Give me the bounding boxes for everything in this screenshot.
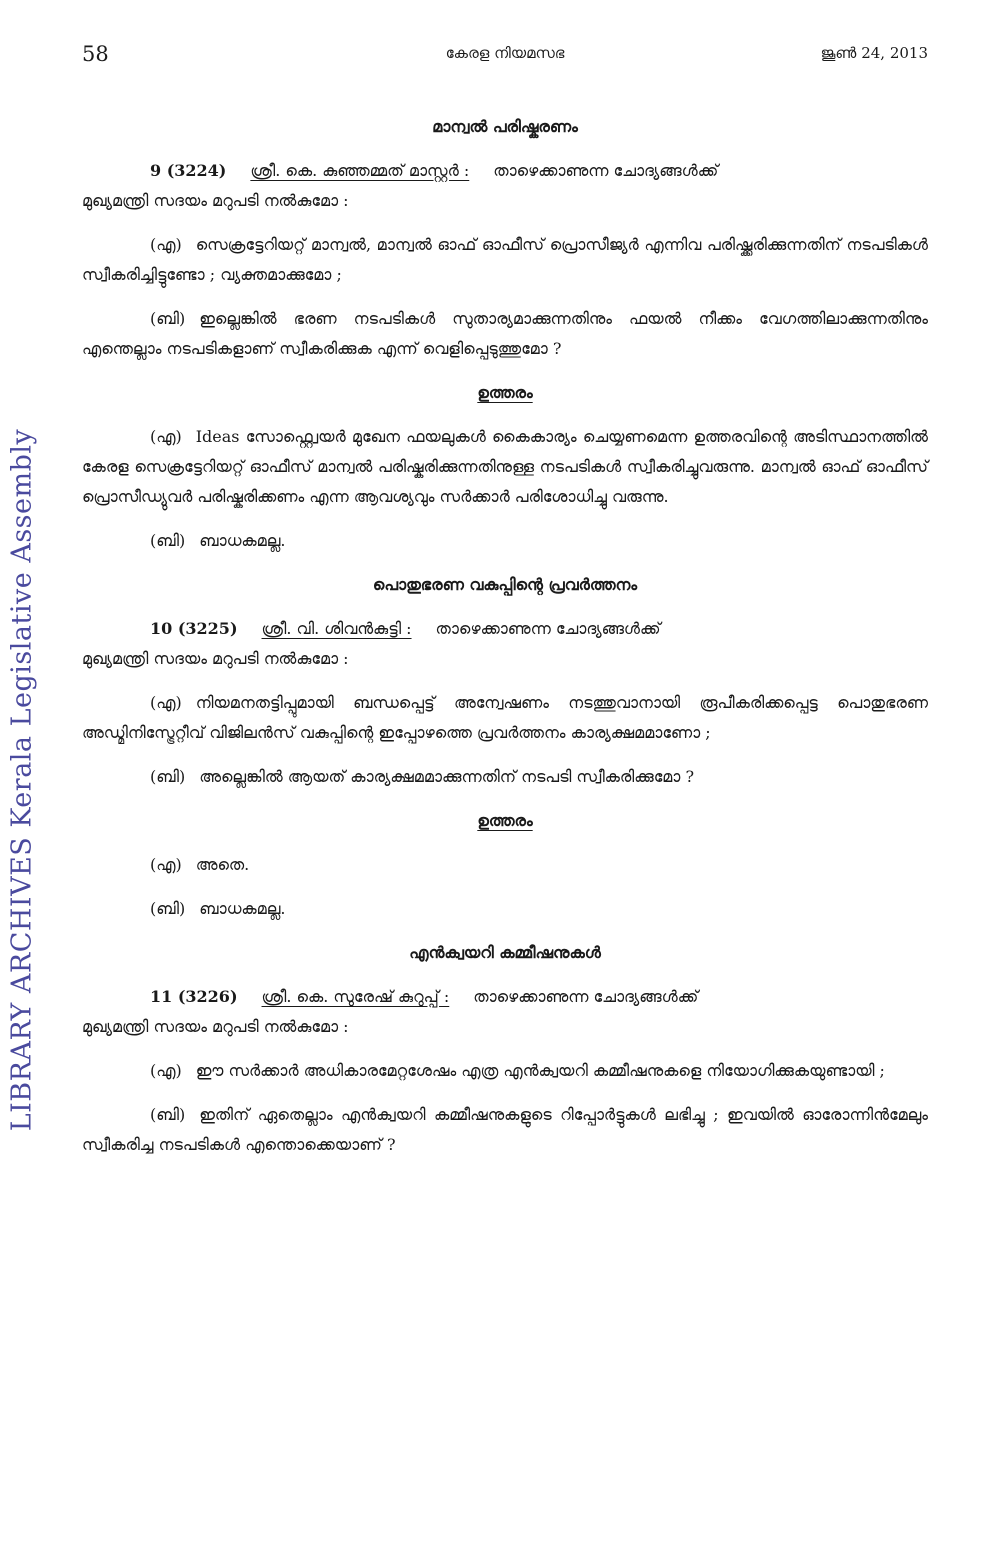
question-item — [82, 688, 928, 748]
item-text: ഇതിന് ഏതെല്ലാം എൻക്വയറി കമ്മീഷനുകളുടെ റിപ്പോർട്ടുകൾ ലഭിച്ചു ; ഇവയിൽ ഓരോന്നിൻമേലും സ്വീകരിച്ച നടപടികൾ എന്തൊക്കെയാണ് ? — [82, 1105, 928, 1154]
page-header — [82, 42, 928, 72]
item-label: (എ) — [150, 427, 182, 446]
question-intro-b: മുഖ്യമന്ത്രി സദയം മറുപടി നൽകുമോ : — [82, 1017, 349, 1036]
question-item — [82, 1056, 928, 1086]
item-label: (എ) — [150, 235, 182, 254]
section-heading: എൻക്വയറി കമ്മീഷനുകൾ — [409, 943, 601, 962]
item-text: Ideas സോഫ്റ്റ്വെയർ മുഖേന ഫയലുകൾ കൈകാര്യം ചെയ്യണമെന്ന ഉത്തരവിന്റെ അടിസ്ഥാനത്തിൽ കേരള സെക്രട്ടേറിയറ്റ് ഓഫീസ് മാന്വൽ പരിഷ്കരിക്കുന്നതിനുള്ള നടപടികൾ സ്വീകരിച്ചുവരുന്നു. മാന്വൽ ഓഫ് ഓഫീസ് പ്രൊസീഡ്യുവർ പരിഷ്കരിക്കണം എന്ന ആവശ്യവും സർക്കാർ പരിശോധിച്ചു വരുന്നു. — [82, 427, 928, 506]
item-label: (ബി) — [150, 309, 186, 328]
question-intro-a: താഴെക്കാണുന്ന ചോദ്യങ്ങൾക്ക് — [435, 619, 661, 638]
item-text: ഇല്ലെങ്കിൽ ഭരണ നടപടികൾ സുതാര്യമാക്കുന്നതിനും ഫയൽ നീക്കം വേഗത്തിലാക്കുന്നതിനും എന്തെല്ലാം നടപടികളാണ് സ്വീകരിക്കുക എന്ന് വെളിപ്പെടുത്തുമോ ? — [82, 309, 928, 358]
answer-item — [82, 422, 928, 512]
question-item — [82, 762, 928, 792]
question-item — [82, 230, 928, 290]
question-intro-b: മുഖ്യമന്ത്രി സദയം മറുപടി നൽകുമോ : — [82, 649, 349, 668]
item-text: ബാധകമല്ല. — [199, 531, 286, 550]
answer-heading: ഉത്തരം — [477, 383, 533, 402]
member-name: ശ്രീ. കെ. കുഞ്ഞമ്മത് മാസ്റ്റർ : — [250, 161, 470, 180]
item-label: (എ) — [150, 855, 182, 874]
answer-item — [82, 850, 928, 880]
page-date: ജൂൺ 24, 2013 — [820, 44, 928, 62]
answer-heading: ഉത്തരം — [477, 811, 533, 830]
section-heading: മാന്വൽ പരിഷ്കരണം — [432, 117, 578, 136]
item-text: സെക്രട്ടേറിയറ്റ് മാന്വൽ, മാന്വൽ ഓഫ് ഓഫീസ് പ്രൊസീജ്യർ എന്നിവ പരിഷ്ക്കരിക്കുന്നതിന് നടപടികൾ സ്വീകരിച്ചിട്ടുണ്ടോ ; വ്യക്തമാക്കുമോ ; — [82, 235, 928, 284]
item-text: അതെ. — [195, 855, 250, 874]
item-label: (എ) — [150, 1061, 182, 1080]
document-title: കേരള നിയമസഭ — [445, 44, 565, 62]
question-number: 9 (3224) — [150, 161, 227, 180]
section-heading: പൊതുഭരണ വകുപ്പിന്റെ പ്രവർത്തനം — [372, 575, 638, 594]
question-number: 11 (3226) — [150, 987, 238, 1006]
question-item — [82, 1100, 928, 1160]
question-item — [82, 304, 928, 364]
answer-item — [82, 894, 928, 924]
question-number: 10 (3225) — [150, 619, 238, 638]
archive-watermark — [2, 420, 42, 1140]
item-text: ഈ സർക്കാർ അധികാരമേറ്റശേഷം എത്ര എൻക്വയറി കമ്മീഷനുകളെ നിയോഗിക്കുകയുണ്ടായി ; — [195, 1061, 885, 1080]
answer-item — [82, 526, 928, 556]
item-label: (ബി) — [150, 767, 186, 786]
question-intro — [82, 614, 928, 674]
member-name: ശ്രീ. കെ. സുരേഷ് കുറുപ്പ് : — [261, 987, 450, 1006]
question-intro-a: താഴെക്കാണുന്ന ചോദ്യങ്ങൾക്ക് — [493, 161, 719, 180]
question-intro — [82, 156, 928, 216]
item-label: (ബി) — [150, 531, 186, 550]
member-name: ശ്രീ. വി. ശിവൻകുട്ടി : — [261, 619, 412, 638]
question-intro — [82, 982, 928, 1042]
question-intro-b: മുഖ്യമന്ത്രി സദയം മറുപടി നൽകുമോ : — [82, 191, 349, 210]
item-label: (ബി) — [150, 899, 186, 918]
item-text: അല്ലെങ്കിൽ ആയത് കാര്യക്ഷമമാക്കുന്നതിന് നടപടി സ്വീകരിക്കുമോ ? — [199, 767, 695, 786]
page-content — [82, 112, 928, 1174]
item-text: ബാധകമല്ല. — [199, 899, 286, 918]
watermark-text: LIBRARY ARCHIVES Kerala Legislative Assembly — [6, 428, 38, 1132]
item-label: (എ) — [150, 693, 182, 712]
page-number: 58 — [82, 42, 109, 66]
question-intro-a: താഴെക്കാണുന്ന ചോദ്യങ്ങൾക്ക് — [473, 987, 699, 1006]
item-text: നിയമനതട്ടിപ്പുമായി ബന്ധപ്പെട്ട് അന്വേഷണം നടത്തുവാനായി രൂപീകരിക്കപ്പെട്ട പൊതുഭരണ അഡ്മിനിസ്ട്രേറ്റീവ് വിജിലൻസ് വകുപ്പിന്റെ ഇപ്പോഴത്തെ പ്രവർത്തനം കാര്യക്ഷമമാണോ ; — [82, 693, 928, 742]
item-label: (ബി) — [150, 1105, 186, 1124]
